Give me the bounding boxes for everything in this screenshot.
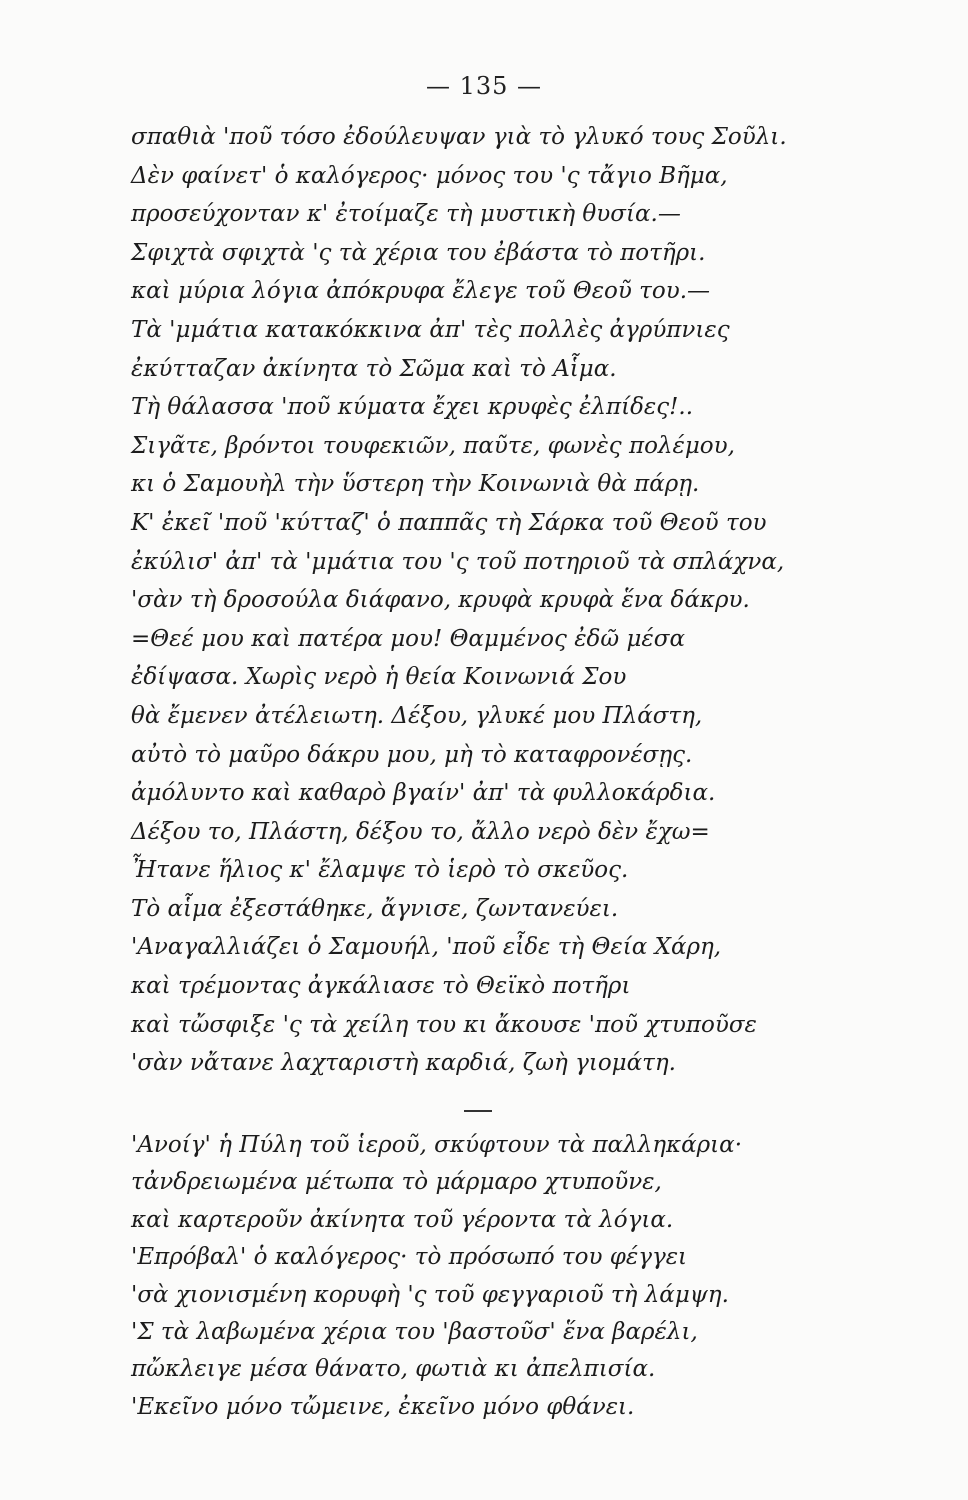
verse-line: καὶ τὤσφιξε 'ς τὰ χείλη του κι ἄκουσε 'ποῦ χτυποῦσε (131, 1011, 757, 1038)
page-number: — 135 — (425, 72, 543, 100)
verse-line: 'σὰν νἄτανε λαχταριστὴ καρδιά, ζωὴ γιομάτη. (131, 1050, 676, 1077)
verse-line: Σιγᾶτε, βρόντοι τουφεκιῶν, παῦτε, φωνὲς πολέμου, (131, 432, 735, 459)
verse-line: καὶ μύρια λόγια ἀπόκρυφα ἔλεγε τοῦ Θεοῦ του.— (131, 278, 711, 305)
verse-line: ἐκύλισ' ἀπ' τὰ 'μμάτια του 'ς τοῦ ποτηριοῦ τὰ σπλάχνα, (131, 548, 785, 575)
verse-line: =Θεέ μου καὶ πατέρα μου! Θαμμένος ἐδῶ μέσα (131, 625, 685, 652)
verse-line: Δὲν φαίνετ' ὁ καλόγερος· μόνος του 'ς τἄγιο Βῆμα, (131, 162, 728, 189)
stanza-one (131, 118, 891, 1083)
verse-line: Τὴ θάλασσα 'ποῦ κύματα ἔχει κρυφὲς ἐλπίδες!.. (131, 394, 694, 421)
verse-line: κι ὁ Σαμουὴλ τὴν ὕστερη τὴν Κοινωνιὰ θὰ πάρῃ. (131, 471, 700, 498)
verse-line: 'Αναγαλλιάζει ὁ Σαμουήλ, 'ποῦ εἶδε τὴ Θεία Χάρη, (131, 934, 722, 961)
verse-line: Σφιχτὰ σφιχτὰ 'ς τὰ χέρια του ἐβάστα τὸ ποτῆρι. (131, 239, 706, 266)
verse-line: τἀνδρειωμένα μέτωπα τὸ μάρμαρο χτυποῦνε, (131, 1169, 662, 1196)
verse-line: ἐδίψασα. Χωρὶς νερὸ ἡ θεία Κοινωνιά Σου (131, 664, 627, 691)
verse-line: αὐτὸ τὸ μαῦρο δάκρυ μου, μὴ τὸ καταφρονέσῃς. (131, 741, 693, 768)
verse-line: Δέξου το, Πλάστη, δέξου το, ἄλλο νερὸ δὲν ἔχω= (131, 818, 710, 845)
verse-line: Τὰ 'μμάτια κατακόκκινα ἀπ' τὲς πολλὲς ἀγρύπνιες (131, 316, 730, 343)
verse-line: θὰ ἔμενεν ἀτέλειωτη. Δέξου, γλυκέ μου Πλάστη, (131, 702, 703, 729)
stanza-two (131, 1127, 891, 1426)
verse-line: 'Ανοίγ' ἡ Πύλη τοῦ ἱεροῦ, σκύφτουν τὰ παλληκάρια· (131, 1132, 743, 1158)
verse-line: 'Εκεῖνο μόνο τὤμεινε, ἐκεῖνο μόνο φθάνει. (131, 1393, 635, 1420)
verse-line: Τὸ αἷμα ἐξεστάθηκε, ἄγνισε, ζωντανεύει. (131, 895, 619, 922)
verse-line: σπαθιὰ 'ποῦ τόσο ἐδούλευψαν γιὰ τὸ γλυκό τους Σοῦλι. (131, 124, 787, 150)
verse-line: Κ' ἐκεῖ 'ποῦ 'κύτταζ' ὁ παππᾶς τὴ Σάρκα τοῦ Θεοῦ του (131, 509, 767, 536)
verse-line: ἀμόλυντο καὶ καθαρὸ βγαίν' ἀπ' τὰ φυλλοκάρδια. (131, 780, 716, 807)
verse-line: 'Επρόβαλ' ὁ καλόγερος· τὸ πρόσωπό του φέγγει (131, 1244, 688, 1271)
verse-line: 'σὰν τὴ δροσούλα διάφανο, κρυφὰ κρυφὰ ἕνα δάκρυ. (131, 587, 750, 614)
verse-line: πὤκλειγε μέσα θάνατο, φωτιὰ κι ἀπελπισία. (131, 1356, 656, 1383)
verse-line: προσεύχονταν κ' ἐτοίμαζε τὴ μυστικὴ θυσία.— (131, 201, 681, 228)
verse-line: 'σὰ χιονισμένη κορυφὴ 'ς τοῦ φεγγαριοῦ τὴ λάμψη. (131, 1281, 729, 1308)
verse-line: 'Σ τὰ λαβωμένα χέρια του 'βαστοῦσ' ἕνα βαρέλι, (131, 1318, 698, 1345)
section-divider (464, 1110, 492, 1112)
verse-line: ἐκύτταζαν ἀκίνητα τὸ Σῶμα καὶ τὸ Αἷμα. (131, 355, 617, 382)
verse-line: καὶ καρτεροῦν ἀκίνητα τοῦ γέροντα τὰ λόγια. (131, 1206, 674, 1233)
verse-line: καὶ τρέμοντας ἀγκάλιασε τὸ Θεϊκὸ ποτῆρι (131, 973, 631, 1000)
verse-line: Ἦτανε ἥλιος κ' ἔλαμψε τὸ ἱερὸ τὸ σκεῦος. (131, 857, 629, 884)
